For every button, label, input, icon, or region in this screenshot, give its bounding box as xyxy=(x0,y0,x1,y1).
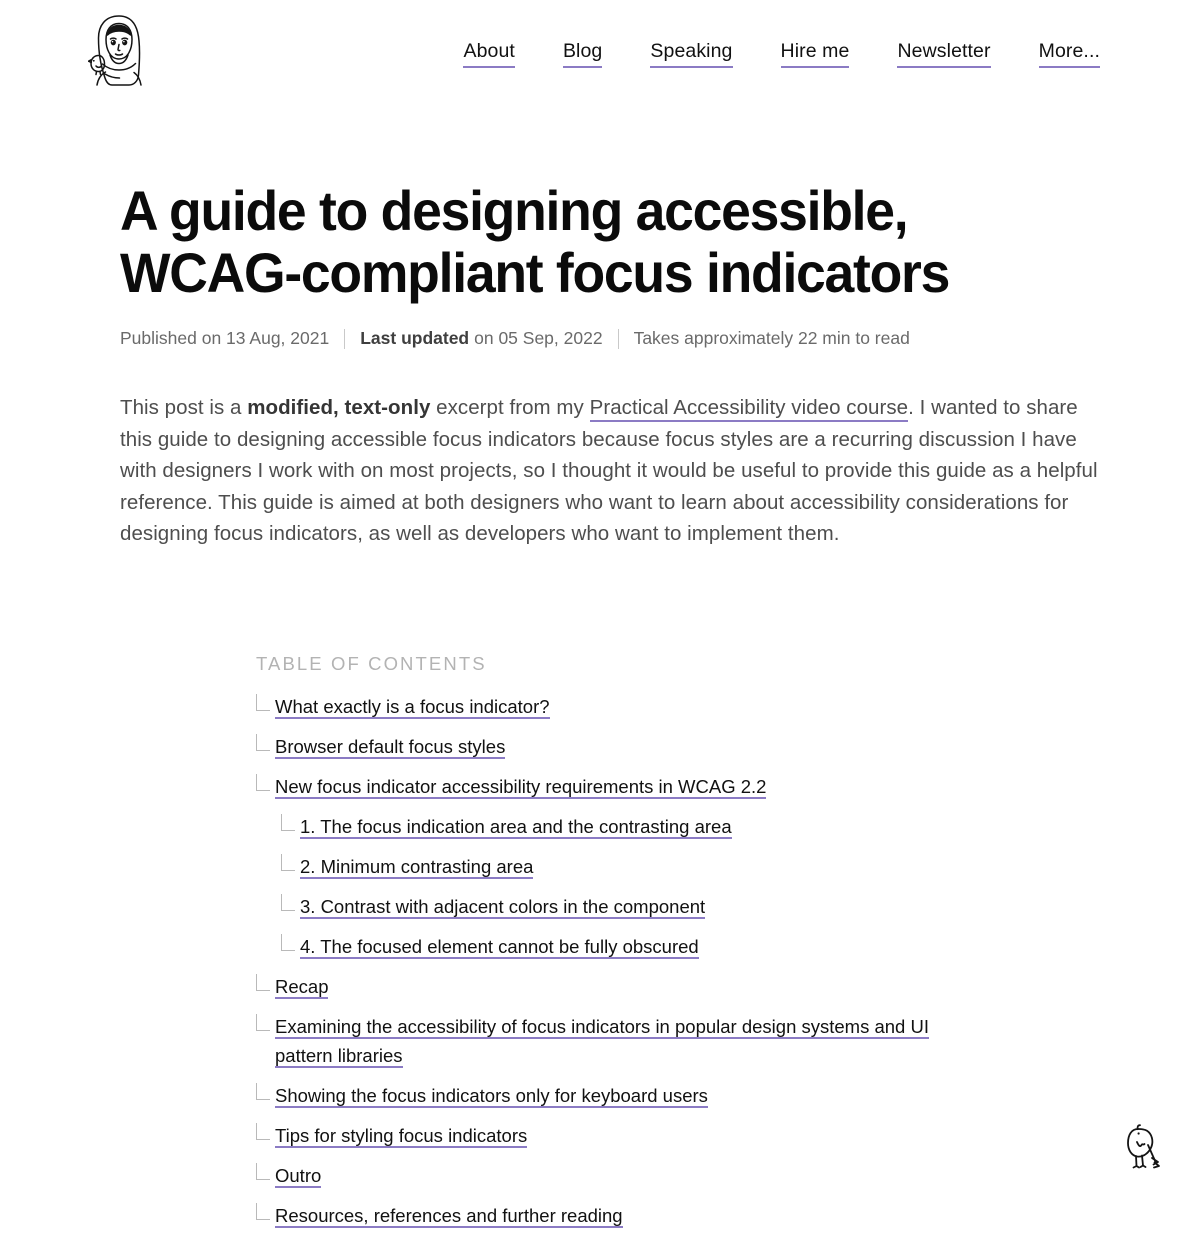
avatar-portrait-icon xyxy=(88,11,150,89)
toc-link-contrast-adjacent-colors[interactable]: 3. Contrast with adjacent colors in the component xyxy=(300,896,706,917)
article-main xyxy=(120,180,1100,570)
toc-item xyxy=(256,1081,956,1110)
tree-branch-icon xyxy=(281,894,295,911)
page-title: A guide to designing accessible, WCAG-compliant focus indicators xyxy=(120,179,950,304)
tree-branch-icon xyxy=(256,1014,270,1031)
nav-link-hire-me[interactable]: Hire me xyxy=(781,38,850,68)
site-header xyxy=(0,0,1200,104)
toc-link-focus-indication-area[interactable]: 1. The focus indication area and the contrasting area xyxy=(300,816,732,837)
tree-branch-icon xyxy=(256,974,270,991)
tree-branch-icon xyxy=(256,694,270,711)
toc-link-tips-for-styling-focus-indicators[interactable]: Tips for styling focus indicators xyxy=(275,1125,528,1146)
last-updated-label: Last updated xyxy=(360,328,470,348)
toc-link-minimum-contrasting-area[interactable]: 2. Minimum contrasting area xyxy=(300,856,534,877)
tree-branch-icon xyxy=(256,1083,270,1100)
toc-heading: TABLE OF CONTENTS xyxy=(256,653,487,674)
toc-link-showing-focus-indicators-keyboard-users[interactable]: Showing the focus indicators only for keyboard users xyxy=(275,1085,708,1106)
practical-accessibility-course-link[interactable]: Practical Accessibility video course xyxy=(590,396,909,422)
intro-text-part1: This post is a xyxy=(120,396,248,419)
toc-link-resources-references-further-reading[interactable]: Resources, references and further reading xyxy=(275,1205,623,1226)
meta-separator xyxy=(344,329,345,349)
intro-emphasis: modified, text-only xyxy=(247,396,431,419)
intro-text-part3: . I wanted to share this guide to designing accessible focus indicators because focus styles are a recurring discussion I have with designers I work with on most projects, so I thought it would be useful to provide this guide as a helpful reference. This guide is aimed at both designers who want to learn about accessibility considerations for designing focus indicators, as well as developers who want to implement them. xyxy=(120,396,1098,546)
toc-link-new-focus-indicator-requirements-wcag-22[interactable]: New focus indicator accessibility requirements in WCAG 2.2 xyxy=(275,776,767,797)
toc-list xyxy=(256,692,956,1230)
toc-item xyxy=(256,852,956,881)
nav-link-about[interactable]: About xyxy=(463,38,514,68)
toc-item xyxy=(256,732,956,761)
main-navigation[interactable] xyxy=(463,38,1100,68)
nav-link-blog[interactable]: Blog xyxy=(563,38,602,68)
toc-item xyxy=(256,932,956,961)
published-date: Published on 13 Aug, 2021 xyxy=(120,328,330,348)
nav-link-newsletter[interactable]: Newsletter xyxy=(897,38,990,68)
footer-bird-icon xyxy=(1124,1122,1168,1178)
tree-branch-icon xyxy=(256,1203,270,1220)
intro-text-part2: excerpt from my xyxy=(430,396,590,419)
toc-link-recap[interactable]: Recap xyxy=(275,976,329,997)
toc-item xyxy=(256,972,956,1001)
meta-separator xyxy=(618,329,619,349)
tree-branch-icon xyxy=(256,1123,270,1140)
last-updated-value: on 05 Sep, 2022 xyxy=(474,328,603,348)
tree-branch-icon xyxy=(281,934,295,951)
tree-branch-icon xyxy=(256,774,270,791)
toc-item xyxy=(256,1121,956,1150)
nav-link-more[interactable]: More... xyxy=(1039,38,1100,68)
tree-branch-icon xyxy=(281,854,295,871)
toc-item xyxy=(256,812,956,841)
toc-link-browser-default-focus-styles[interactable]: Browser default focus styles xyxy=(275,736,506,757)
toc-item xyxy=(256,1201,956,1230)
tree-branch-icon xyxy=(281,814,295,831)
toc-link-outro[interactable]: Outro xyxy=(275,1165,322,1186)
site-logo-link[interactable] xyxy=(88,11,150,89)
nav-link-speaking[interactable]: Speaking xyxy=(650,38,732,68)
toc-item xyxy=(256,1161,956,1190)
post-meta xyxy=(120,326,1100,350)
toc-link-examining-accessibility-design-systems[interactable]: Examining the accessibility of focus indicators in popular design systems and UI pattern libraries xyxy=(275,1016,929,1066)
toc-link-focused-element-not-obscured[interactable]: 4. The focused element cannot be fully obscured xyxy=(300,936,699,957)
tree-branch-icon xyxy=(256,1163,270,1180)
toc-item xyxy=(256,692,956,721)
table-of-contents xyxy=(256,652,956,1241)
toc-item xyxy=(256,1012,956,1070)
toc-item xyxy=(256,772,956,801)
toc-link-what-exactly-is-a-focus-indicator[interactable]: What exactly is a focus indicator? xyxy=(275,696,550,717)
intro-paragraph xyxy=(120,392,1100,550)
toc-item xyxy=(256,892,956,921)
reading-time: Takes approximately 22 min to read xyxy=(633,328,910,348)
tree-branch-icon xyxy=(256,734,270,751)
